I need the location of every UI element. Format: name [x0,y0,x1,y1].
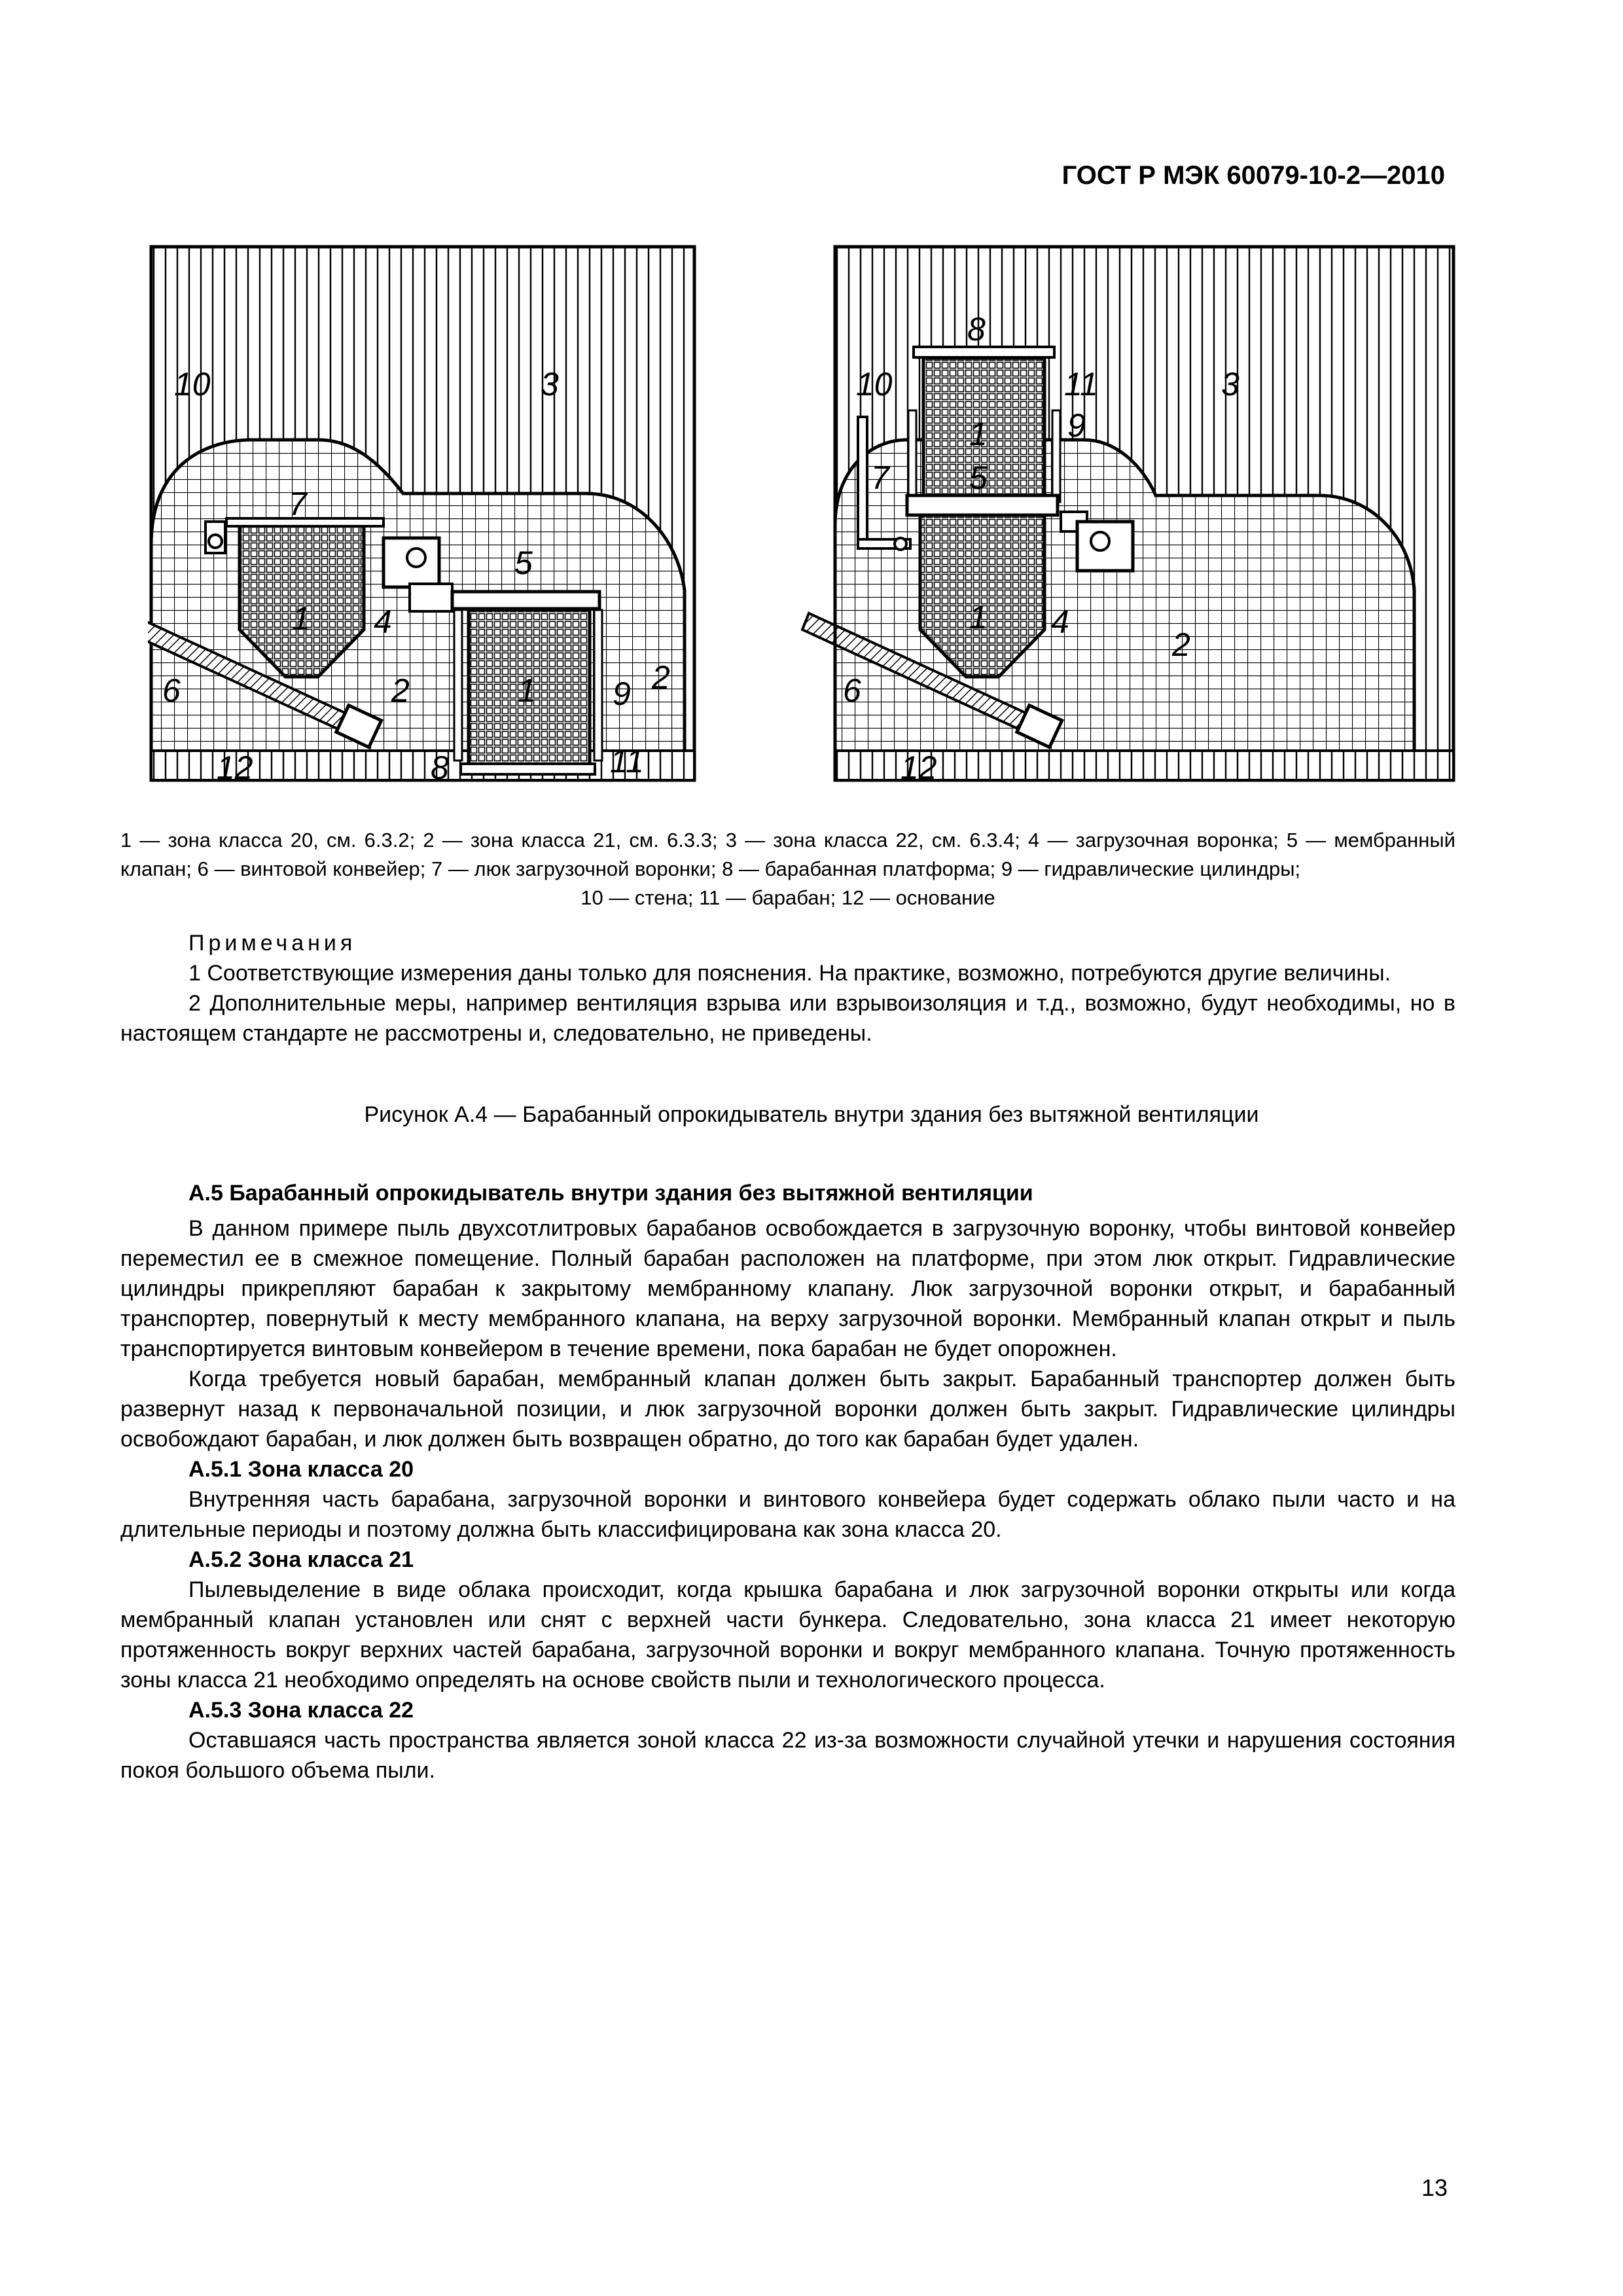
subsection-a51-heading: А.5.1 Зона класса 20 [188,1457,414,1482]
note-1: 1 Соответствующие измерения даны только для пояснения. На практике, возможно, потребуются другие величины. [188,961,1391,986]
left-label-1-drum: 1 [518,672,536,709]
figure-title: Рисунок А.4 — Барабанный опрокидыватель внутри здания без вытяжной вентиляции [364,1102,1259,1127]
figure-key-line-1: 1 — зона класса 20, см. 6.3.2; 2 — зона класса 21, см. 6.3.3; 3 — зона класса 22, см. 6.3.4; 4 — загрузочная воронка; 5 — мембранный клапан; 6 — винтовой конвейер; 7 — люк загрузочной воронки; 8 — барабанная платформа; 9 — гидравлические цилиндры; [120,829,1455,880]
right-label-3: 3 [1221,366,1240,403]
right-label-8: 8 [967,311,986,348]
notes [120,928,1455,1049]
left-label-1-hopper: 1 [292,600,310,637]
right-label-11: 11 [1064,366,1098,403]
left-label-8: 8 [431,749,449,786]
subsection-a51-text: Внутренняя часть барабана, загрузочной воронки и винтового конвейера будет содержать облако пыли часто и на длительные периоды и поэтому должна быть классифицирована как зона класса 20. [120,1487,1455,1542]
left-label-5: 5 [514,545,533,581]
left-label-3: 3 [541,366,559,403]
figure-a4 [148,243,1458,787]
right-label-9: 9 [1067,407,1086,444]
right-label-1-top: 1 [969,416,988,452]
right-label-4: 4 [1051,603,1069,640]
notes-title: Примечания [188,931,357,956]
document-header: ГОСТ Р МЭК 60079-10-2—2010 [1061,161,1445,190]
right-label-5: 5 [969,459,988,496]
left-label-6: 6 [162,672,181,709]
figure-a4-drawing [148,243,1458,787]
left-label-4: 4 [374,603,392,640]
right-diagram [802,247,1454,780]
left-label-9: 9 [613,675,631,712]
left-label-7: 7 [289,486,307,522]
right-label-1-hopper: 1 [969,599,988,636]
right-label-6: 6 [843,672,861,709]
figure-key [120,826,1455,912]
left-label-11: 11 [610,743,644,780]
left-label-2-outer: 2 [652,659,670,696]
page-number: 13 [1421,2174,1448,2201]
section-paragraph-2: Когда требуется новый барабан, мембранный клапан должен быть закрыт. Барабанный транспортер должен быть развернут назад к первоначальной позиции, и люк загрузочной воронки должен быть закрыт. Гидравлические цилиндры освобождают барабан, и люк должен быть возвращен обратно, до того как барабан будет удален. [120,1367,1455,1452]
left-label-10: 10 [174,366,211,403]
right-label-7: 7 [871,459,889,496]
section-heading: А.5 Барабанный опрокидыватель внутри здания без вытяжной вентиляции [188,1181,1033,1206]
subsection-a52-heading: А.5.2 Зона класса 21 [188,1547,414,1572]
subsection-a52-text: Пылевыделение в виде облака происходит, когда крышка барабана и люк загрузочной воронки открыты или когда мембранный клапан установлен или снят с верхней части бункера. Следовательно, зона класса 21 имеет некоторую протяженность вокруг верхних частей барабана, загрузочной воронки и вокруг мембранного клапана. Точную протяженность зоны класса 21 необходимо определять на основе свойств пыли и технологического процесса. [120,1577,1455,1693]
figure-key-line-2: 10 — стена; 11 — барабан; 12 — основание [580,886,995,909]
section-paragraph-1: В данном примере пыль двухсотлитровых барабанов освобождается в загрузочную воронку, чтобы винтовой конвейер переместил ее в смежное помещение. Полный барабан расположен на платформе, при этом люк открыт. Гидравлические цилиндры прикрепляют барабан к закрытому мембранному клапану. Люк загрузочной воронки открыт, и барабанный транспортер, повернутый к месту мембранного клапана, на верху загрузочной воронки. Мембранный клапан открыт и пыль транспортируется винтовым конвейером в течение времени, пока барабан не будет опорожнен. [120,1216,1455,1361]
right-label-12: 12 [901,749,937,786]
right-label-10: 10 [856,366,893,403]
left-label-2-inner: 2 [391,672,410,709]
left-label-12: 12 [217,749,253,786]
note-2: 2 Дополнительные меры, например вентиляция взрыва или взрывоизоляция и т.д., возможно, будут необходимы, но в настоящем стандарте не рассмотрены и, следовательно, не приведены. [120,991,1455,1046]
subsection-a53-heading: А.5.3 Зона класса 22 [188,1698,414,1723]
section-a5 [120,1178,1455,1785]
right-label-2: 2 [1172,626,1190,663]
subsection-a53-text: Оставшаяся часть пространства является зоной класса 22 из-за возможности случайной утечки и нарушения состояния покоя большого объема пыли. [120,1728,1455,1783]
